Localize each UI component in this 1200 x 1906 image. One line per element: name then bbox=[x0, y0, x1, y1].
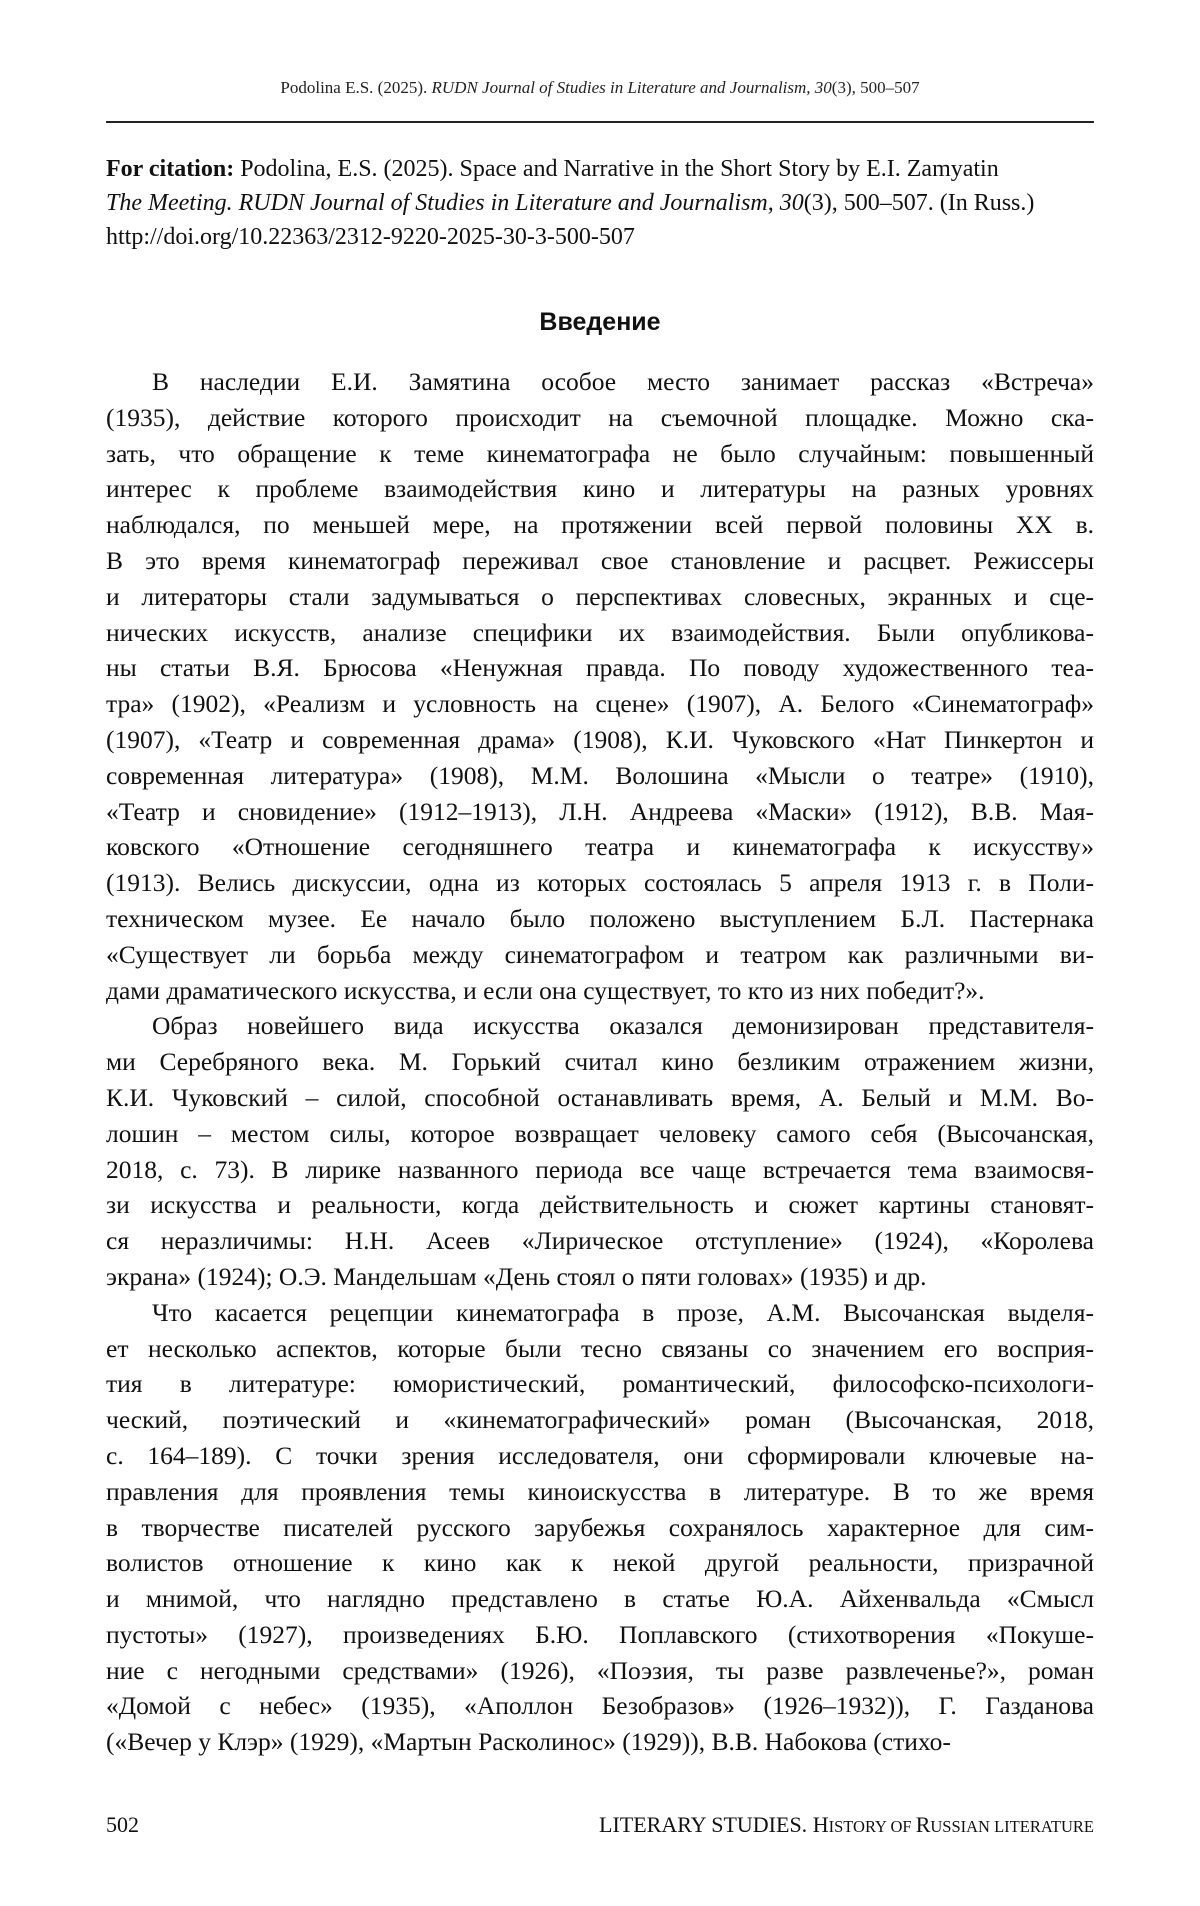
paragraph-line: (1913). Велись дискуссии, одна из которых состоялась 5 апреля 1913 г. в Поли- bbox=[106, 868, 1094, 898]
paragraph-line: ет несколько аспектов, которые были тесно связаны со значением его восприя- bbox=[106, 1333, 1094, 1363]
paragraph-line: ческий, поэтический и «кинематографический» роман (Высочанская, 2018, bbox=[106, 1405, 1094, 1435]
paragraph-line: интерес к проблеме взаимодействия кино и литературы на разных уровнях bbox=[106, 474, 1094, 504]
paragraph-line: и литераторы стали задумываться о перспективах словесных, экранных и сце- bbox=[106, 581, 1094, 611]
paragraph-line: (1907), «Театр и современная драма» (1908), К.И. Чуковского «Нат Пинкертон и bbox=[106, 724, 1094, 754]
footer-section-title bbox=[599, 1812, 1094, 1838]
footer-section-c-rest: USSIAN LITERATURE bbox=[930, 1817, 1094, 1836]
paragraph-line: современная литература» (1908), М.М. Волошина «Мысли о театре» (1910), bbox=[106, 760, 1094, 790]
paragraph-line: пустоты» (1927), произведениях Б.Ю. Поплавского (стихотворения «Покуше- bbox=[106, 1619, 1094, 1649]
paragraph-line: зи искусства и реальности, когда действительность и сюжет картины становят- bbox=[106, 1190, 1094, 1220]
page-number: 502 bbox=[106, 1812, 139, 1837]
paragraph-line: техническом музее. Ее начало было положено выступлением Б.Л. Пастернака bbox=[106, 903, 1094, 933]
paragraph-line: дами драматического искусства, и если она существует, то кто из них победит?». bbox=[106, 975, 985, 1005]
paragraph-line: 2018, с. 73). В лирике названного периода все чаще встречается тема взаимосвя- bbox=[106, 1154, 1094, 1184]
paragraph-line: зать, что обращение к теме кинематографа не было случайным: повышенный bbox=[106, 438, 1094, 468]
citation-title-journal: The Meeting. RUDN Journal of Studies in Literature and Journalism, 30 bbox=[106, 190, 804, 216]
citation-doi-link[interactable]: http://doi.org/10.22363/2312-9220-2025-30-3-500-507 bbox=[106, 224, 635, 250]
paragraph-line: Образ новейшего вида искусства оказался демонизирован представителя- bbox=[152, 1011, 1094, 1041]
paragraph-line: Что касается рецепции кинематографа в прозе, А.М. Высочанская выделя- bbox=[152, 1297, 1094, 1327]
paragraph-line: В наследии Е.И. Замятина особое место занимает рассказ «Встреча» bbox=[152, 367, 1094, 396]
paragraph-line: «Домой с небес» (1935), «Аполлон Безобразов» (1926–1932)), Г. Газданова bbox=[106, 1691, 1094, 1721]
citation-line-2-text: (3), 500–507. (In Russ.) bbox=[803, 190, 1035, 216]
paragraph-line: «Существует ли борьба между синематографом и театром как различными ви- bbox=[106, 939, 1094, 969]
citation-line-1-text: Podolina, E.S. (2025). Space and Narrative in the Short Story by E.I. Zamyatin bbox=[234, 156, 999, 182]
paragraph-line: ми Серебряного века. М. Горький считал кино безликим отражением жизни, bbox=[106, 1047, 1094, 1077]
paragraph-line: и мнимой, что наглядно представлено в статье Ю.А. Айхенвальда «Смысл bbox=[106, 1584, 1094, 1614]
paragraph-line: наблюдался, по меньшей мере, на протяжении всей первой половины XX в. bbox=[106, 510, 1094, 540]
running-header-authors: Podolina E.S. (2025). bbox=[280, 78, 432, 97]
footer-section-a: LITERARY STUDIES. bbox=[599, 1812, 813, 1837]
running-header bbox=[106, 78, 1094, 98]
paragraph-line: ковского «Отношение сегодняшнего театра и кинематографа к искусству» bbox=[106, 832, 1094, 862]
footer-section-b-rest: ISTORY OF bbox=[828, 1817, 916, 1836]
paragraph-line: нических искусств, анализе специфики их взаимодействия. Были опубликова- bbox=[106, 617, 1094, 647]
paragraph-line: ся неразличимы: Н.Н. Асеев «Лирическое отступление» (1924), «Королева bbox=[106, 1226, 1094, 1256]
paragraph-line: экрана» (1924); О.Э. Мандельшам «День стоял о пяти головах» (1935) и др. bbox=[106, 1261, 927, 1291]
paragraph-line: В это время кинематограф переживал свое становление и расцвет. Режиссеры bbox=[106, 545, 1094, 575]
running-header-issue: (3), 500–507 bbox=[831, 78, 920, 97]
paragraph-line: К.И. Чуковский – силой, способной останавливать время, А. Белый и М.М. Во- bbox=[106, 1082, 1094, 1112]
section-heading: Введение bbox=[539, 308, 661, 336]
body-text bbox=[106, 364, 1094, 1760]
paragraph-line: правления для проявления темы киноискусства в литературе. В то же время bbox=[106, 1476, 1094, 1506]
citation-label: For citation: bbox=[106, 156, 235, 182]
running-header-journal: RUDN Journal of Studies in Literature and Journalism, 30 bbox=[431, 78, 832, 97]
paragraph-line: тия в литературе: юмористический, романтический, философско-психологи- bbox=[106, 1369, 1094, 1399]
footer-section-b-cap: H bbox=[812, 1812, 829, 1837]
paragraph-line: ние с негодными средствами» (1926), «Поэзия, ты разве развлеченье?», роман bbox=[106, 1655, 1094, 1685]
paragraph-line: лошин – местом силы, которое возвращает человеку самого себя (Высочанская, bbox=[106, 1118, 1094, 1148]
citation-block bbox=[106, 152, 1094, 254]
paragraph-line: (1935), действие которого происходит на съемочной площадке. Можно ска- bbox=[106, 402, 1094, 432]
paragraph-line: тра» (1902), «Реализм и условность на сцене» (1907), А. Белого «Синематограф» bbox=[106, 689, 1094, 719]
paragraph-line: волистов отношение к кино как к некой другой реальности, призрачной bbox=[106, 1548, 1094, 1578]
footer-section-c-cap: R bbox=[915, 1812, 931, 1837]
citation-line-2 bbox=[106, 186, 1094, 220]
paragraph-line: в творчестве писателей русского зарубежья сохранялось характерное для сим- bbox=[106, 1512, 1094, 1542]
paragraph-line: с. 164–189). С точки зрения исследователя, они сформировали ключевые на- bbox=[106, 1440, 1094, 1470]
paragraph-line: «Театр и сновидение» (1912–1913), Л.Н. Андреева «Маски» (1912), В.В. Мая- bbox=[106, 796, 1094, 826]
citation-line-1 bbox=[106, 152, 1094, 186]
paragraph-line: («Вечер у Клэр» (1929), «Мартын Расколинос» (1929)), В.В. Набокова (стихо- bbox=[106, 1727, 951, 1757]
header-rule bbox=[106, 121, 1094, 123]
paragraph-line: ны статьи В.Я. Брюсова «Ненужная правда. По поводу художественного теа- bbox=[106, 653, 1094, 683]
